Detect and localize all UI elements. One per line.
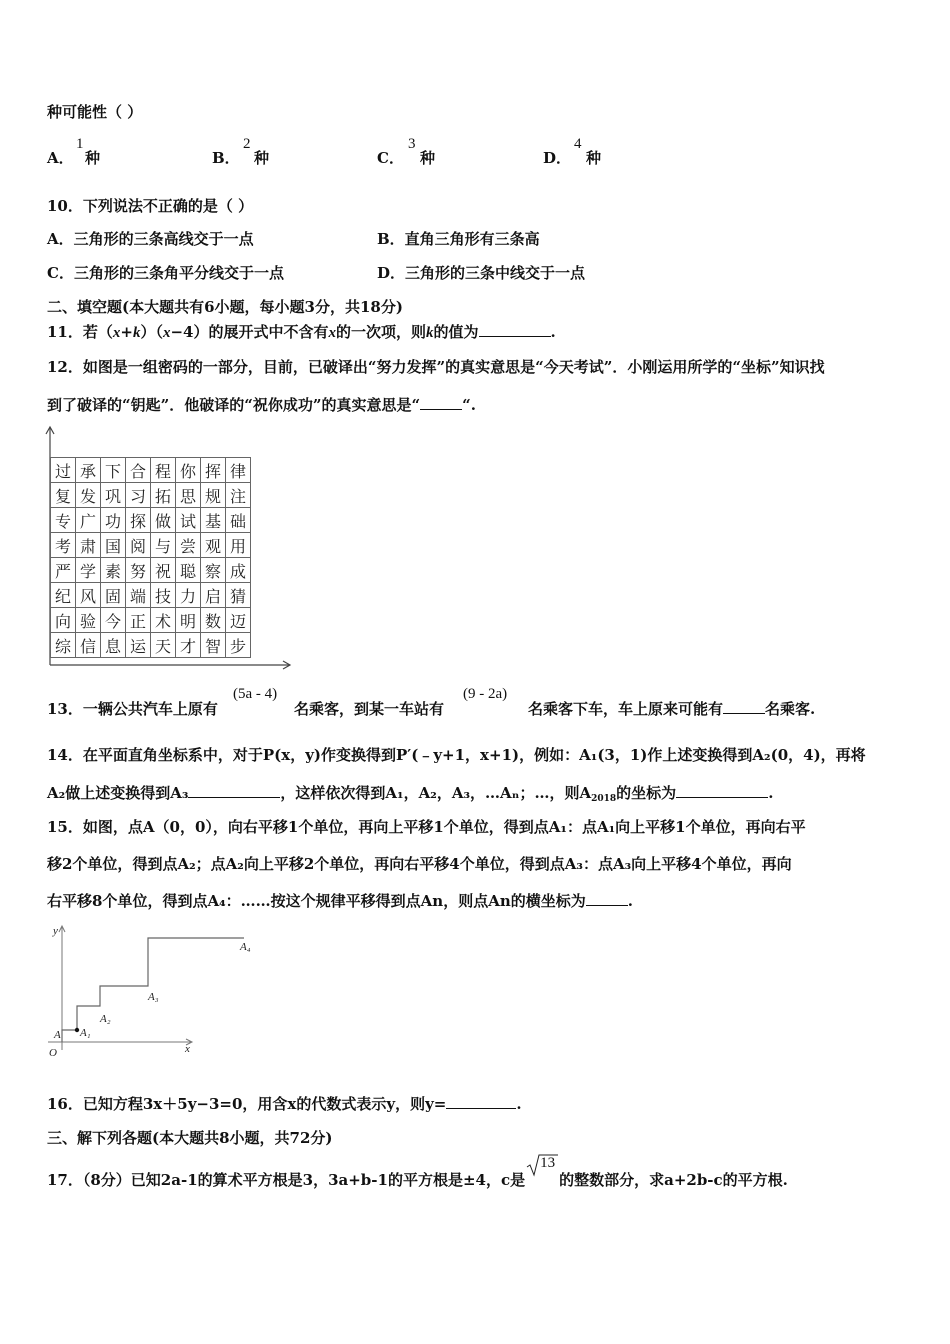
- q9-option-d-number: 4: [574, 136, 582, 152]
- grid-cell: 与: [151, 533, 176, 558]
- q13-expr-2: (9 - 2a): [463, 686, 508, 702]
- grid-row: [51, 583, 251, 608]
- grid-cell: 广: [76, 508, 101, 533]
- grid-row: [51, 508, 251, 533]
- q11-var-x2: x: [162, 325, 171, 341]
- q15-line-2: 移2个单位，得到点A₂；点A₂向上平移2个单位，再向右平移4个单位，得到点A₃：点A₃向上平移4个单位，再向: [47, 855, 792, 873]
- q11-part-4: 的值为: [433, 323, 479, 341]
- q11-part-1: 11．若（: [47, 323, 113, 341]
- grid-cell: 端: [126, 583, 151, 608]
- translation-figure: [40, 920, 260, 1060]
- grid-cell: 技: [151, 583, 176, 608]
- grid-cell: 拓: [151, 483, 176, 508]
- q10-option-b: B．直角三角形有三条高: [377, 230, 540, 248]
- grid-cell: 聪: [176, 558, 201, 583]
- q13-line-end: [528, 699, 815, 719]
- q14-answer-blank-1[interactable]: [188, 783, 280, 798]
- q16-end: .: [516, 1095, 522, 1113]
- q15-answer-blank[interactable]: [586, 891, 628, 906]
- grid-cell: 探: [126, 508, 151, 533]
- q9-option-b-number: 2: [243, 136, 251, 152]
- grid-cell: 力: [176, 583, 201, 608]
- grid-cell: 基: [201, 508, 226, 533]
- grid-cell: 信: [76, 633, 101, 658]
- grid-cell: 固: [101, 583, 126, 608]
- q9-option-b-unit: 种: [254, 149, 270, 167]
- figure-label-a1: A₁: [80, 1027, 91, 1039]
- q10-option-d: D．三角形的三条中线交于一点: [377, 264, 586, 282]
- q11-plus: +: [120, 323, 133, 341]
- grid-cell: 数: [201, 608, 226, 633]
- q11-var-k1: k: [132, 325, 141, 341]
- q14-subscript-2018: 2018: [591, 794, 617, 804]
- grid-cell: 习: [126, 483, 151, 508]
- grid-cell: 用: [226, 533, 251, 558]
- grid-cell: 过: [51, 458, 76, 483]
- figure-label-a2: A₂: [100, 1013, 111, 1025]
- q9-option-b-letter: B．: [212, 149, 240, 167]
- q9-option-d-letter: D．: [543, 149, 572, 167]
- q13-part-3: 名乘客下车，车上原来可能有: [528, 700, 724, 718]
- grid-cell: 步: [226, 633, 251, 658]
- grid-row: [51, 483, 251, 508]
- q12-line-1: 12．如图是一组密码的一部分，目前，已破译出“努力发挥”的真实意思是“今天考试”．小刚运用所学的“坐标”知识找: [47, 358, 825, 376]
- grid-cell: 息: [101, 633, 126, 658]
- figure-label-y: y: [53, 925, 58, 937]
- grid-cell: 你: [176, 458, 201, 483]
- q9-option-c-number: 3: [408, 136, 416, 152]
- grid-cell: 功: [101, 508, 126, 533]
- grid-cell: 阅: [126, 533, 151, 558]
- grid-cell: 察: [201, 558, 226, 583]
- grid-cell: 猜: [226, 583, 251, 608]
- q11-part-2: ）（: [140, 323, 163, 341]
- q9-option-a-unit: 种: [85, 149, 101, 167]
- figure-label-o: O: [49, 1047, 57, 1059]
- grid-cell: 律: [226, 458, 251, 483]
- q10-option-a: A．三角形的三条高线交于一点: [47, 230, 254, 248]
- q14-line-2-a: A₂做上述变换得到A₃: [47, 784, 189, 802]
- grid-cell: 巩: [101, 483, 126, 508]
- grid-cell: 做: [151, 508, 176, 533]
- q11-var-x1: x: [112, 325, 121, 341]
- grid-cell: 启: [201, 583, 226, 608]
- q9-option-c-unit: 种: [420, 149, 436, 167]
- q14-line-1: 14．在平面直角坐标系中，对于P(x，y)作变换得到P′(﹣y+1，x+1)，例如：A₁(3，1)作上述变换得到A₂(0，4)，再将: [47, 746, 866, 764]
- grid-row: [51, 458, 251, 483]
- q13-expr-1: (5a - 4): [233, 686, 278, 702]
- grid-cell: 程: [151, 458, 176, 483]
- q9-option-d-unit: 种: [586, 149, 602, 167]
- q10-option-c: C．三角形的三条角平分线交于一点: [47, 264, 284, 282]
- q9-option-a-number: 1: [76, 136, 84, 152]
- grid-cell: 国: [101, 533, 126, 558]
- grid-cell: 综: [51, 633, 76, 658]
- grid-cell: 思: [176, 483, 201, 508]
- grid-cell: 纪: [51, 583, 76, 608]
- q12-answer-blank[interactable]: [420, 395, 462, 410]
- q11-answer-blank[interactable]: [479, 322, 551, 337]
- q17-part-1: 17．（8分）已知2a-1的算术平方根是3，3a+b-1的平方根是±4，c是: [47, 1171, 526, 1189]
- q10-stem: 10．下列说法不正确的是（ ）: [47, 197, 254, 215]
- q11-minus-four: −4）的展开式中不含有: [170, 323, 329, 341]
- grid-cell: 努: [126, 558, 151, 583]
- q17-part-2: 的整数部分，求a+2b-c的平方根.: [559, 1171, 788, 1189]
- q13-part-1: 13．一辆公共汽车上原有: [47, 700, 218, 718]
- grid-cell: 迈: [226, 608, 251, 633]
- grid-cell: 向: [51, 608, 76, 633]
- q13-part-2: 名乘客，到某一车站有: [294, 700, 445, 718]
- grid-cell: 挥: [201, 458, 226, 483]
- grid-cell: 运: [126, 633, 151, 658]
- grid-cell: 肃: [76, 533, 101, 558]
- grid-cell: 智: [201, 633, 226, 658]
- grid-cell: 承: [76, 458, 101, 483]
- grid-row: [51, 633, 251, 658]
- grid-cell: 严: [51, 558, 76, 583]
- q16-text: 16．已知方程3x＋5y−3=0，用含x的代数式表示y，则y=: [47, 1095, 447, 1113]
- q11-var-k2: k: [426, 325, 434, 341]
- grid-row: [51, 608, 251, 633]
- figure-label-x: x: [185, 1043, 190, 1055]
- grid-cell: 专: [51, 508, 76, 533]
- q14-line-2-c: 的坐标为: [616, 784, 677, 802]
- grid-cell: 验: [76, 608, 101, 633]
- q9-option-a-letter: A．: [47, 149, 74, 167]
- q16-line: [47, 1094, 522, 1114]
- q9-tail: 种可能性（ ）: [47, 103, 143, 121]
- figure-label-a: A: [54, 1029, 61, 1041]
- q12-line-2-end: “.: [462, 396, 477, 414]
- q14-line-2: [47, 783, 773, 809]
- grid-cell: 今: [101, 608, 126, 633]
- q12-line-2-text: 到了破译的“钥匙”．他破译的“祝你成功”的真实意思是“: [47, 396, 421, 414]
- q12-line-2: [47, 395, 476, 415]
- grid-cell: 才: [176, 633, 201, 658]
- grid-cell: 规: [201, 483, 226, 508]
- q14-answer-blank-2[interactable]: [676, 783, 768, 798]
- q16-answer-blank[interactable]: [446, 1094, 516, 1109]
- q17-sqrt-value: 13: [540, 1155, 556, 1171]
- q11-part-3: 的一次项，则: [335, 323, 426, 341]
- grid-cell: 祝: [151, 558, 176, 583]
- grid-cell: 试: [176, 508, 201, 533]
- grid-cell: 考: [51, 533, 76, 558]
- q15-line-3-text: 右平移8个单位，得到点A₄：……按这个规律平移得到点An，则点An的横坐标为: [47, 892, 586, 910]
- q13-answer-blank[interactable]: [723, 699, 765, 714]
- grid-cell: 复: [51, 483, 76, 508]
- q11-var-x3: x: [328, 325, 336, 341]
- grid-cell: 尝: [176, 533, 201, 558]
- q11-end: .: [550, 323, 556, 341]
- section-3-heading: 三、解下列各题(本大题共8小题，共72分): [47, 1129, 333, 1147]
- q17-sqrt-expr: [525, 1155, 559, 1185]
- grid-row: [51, 533, 251, 558]
- figure-label-a3: A₃: [148, 991, 159, 1003]
- grid-cell: 术: [151, 608, 176, 633]
- q14-line-2-b: ，这样依次得到A₁，A₂，A₃，…Aₙ；…，则A: [280, 784, 592, 802]
- q15-line-3-end: .: [627, 892, 633, 910]
- grid-cell: 发: [76, 483, 101, 508]
- grid-cell: 天: [151, 633, 176, 658]
- q9-option-c-letter: C．: [377, 149, 404, 167]
- grid-cell: 观: [201, 533, 226, 558]
- grid-cell: 正: [126, 608, 151, 633]
- section-2-heading: 二、填空题(本大题共有6小题，每小题3分，共18分): [47, 298, 403, 316]
- q15-line-3: [47, 891, 633, 911]
- grid-cell: 素: [101, 558, 126, 583]
- grid-cell: 下: [101, 458, 126, 483]
- grid-cell: 础: [226, 508, 251, 533]
- q17-line: [47, 1155, 788, 1190]
- figure-label-a4: A₄: [240, 941, 251, 953]
- grid-cell: 学: [76, 558, 101, 583]
- grid-cell: 合: [126, 458, 151, 483]
- grid-cell: 成: [226, 558, 251, 583]
- figure-point-a1: [75, 1028, 79, 1032]
- grid-cell: 风: [76, 583, 101, 608]
- grid-cell: 注: [226, 483, 251, 508]
- q11-line: [47, 322, 556, 343]
- q13-part-4: 名乘客.: [765, 700, 816, 718]
- grid-cell: 明: [176, 608, 201, 633]
- grid-row: [51, 558, 251, 583]
- cipher-grid-figure: [38, 425, 298, 675]
- cipher-grid: [50, 457, 251, 658]
- q15-line-1: 15．如图，点A（0，0），向右平移1个单位，再向上平移1个单位，得到点A₁：点A₁向上平移1个单位，再向右平: [47, 818, 806, 836]
- q14-line-2-d: .: [768, 784, 774, 802]
